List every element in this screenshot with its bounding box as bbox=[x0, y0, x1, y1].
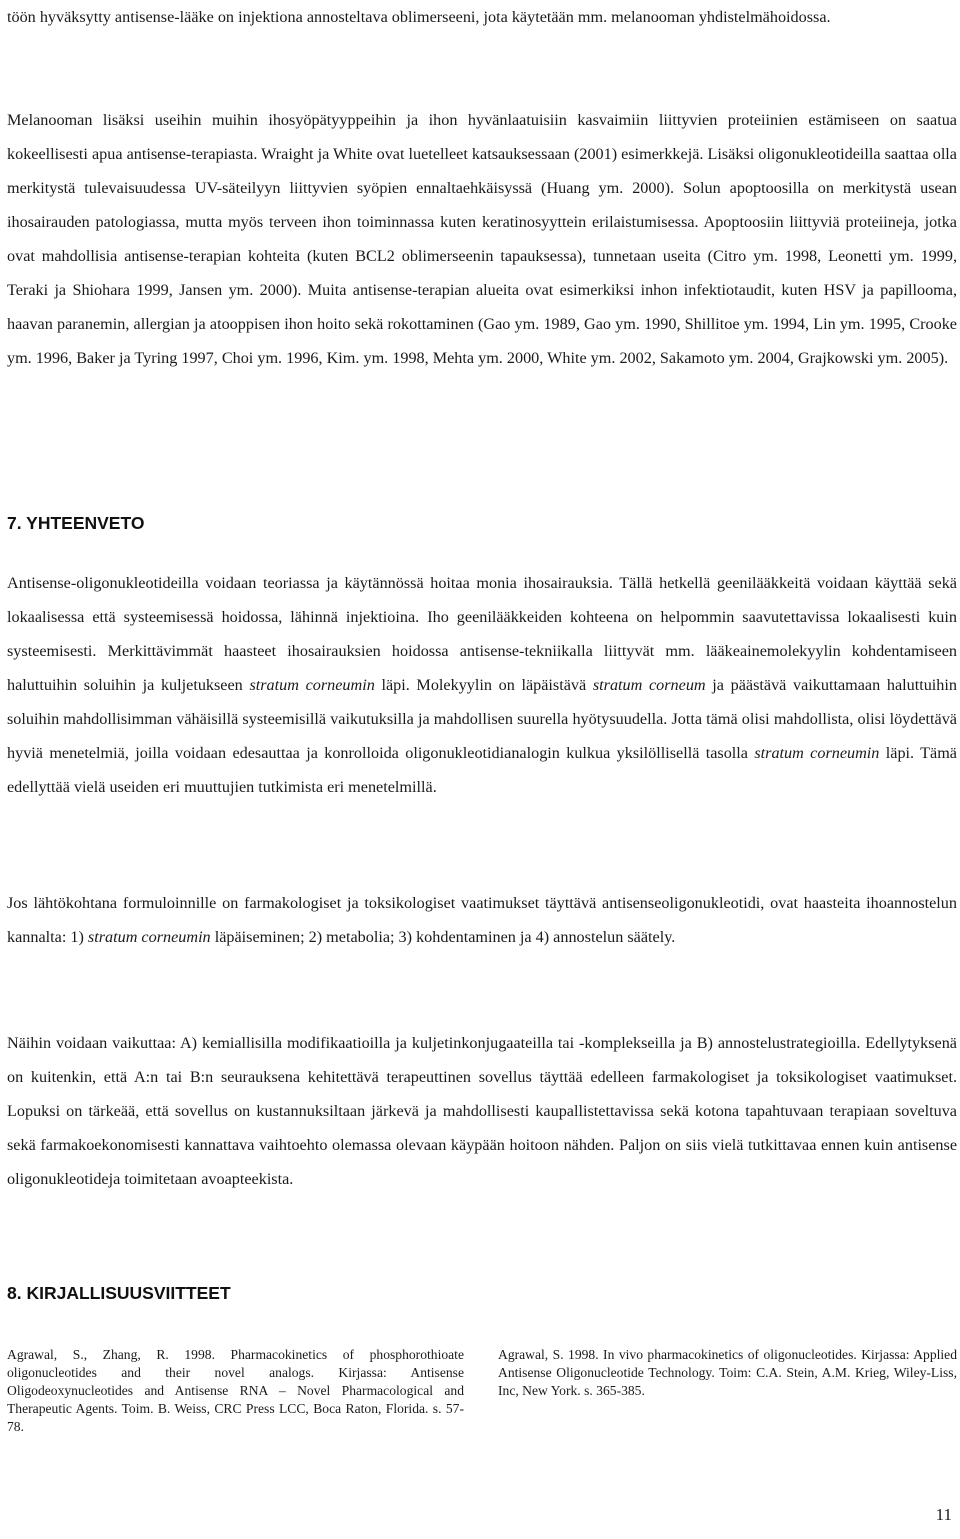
summary-italic-3: stratum corneumin bbox=[754, 744, 880, 762]
paragraph-melanoma: Melanooman lisäksi useihin muihin ihosyöpätyyppeihin ja ihon hyvänlaatuisiin kasvaimiin liittyvien proteiinien estämiseen on saatua kokeellisesti apua antisense-terapiasta. Wraight ja White ovat luetelleet katsauksessaan (2001) esimerkkejä. Lisäksi oligonukleotideilla saattaa olla merkitystä tulevaisuudessa UV-säteilyyn liittyvien syöpien ennaltaehkäisyssä (Huang ym. 2000). Solun apoptoosilla on merkitystä usean ihosairauden patologiassa, mutta myös terveen ihon toiminnassa kuten keratinosyyttein erilaistumisessa. Apoptoosiin liittyviä proteiineja, jotka ovat mahdollisia antisense-terapian kohteita (kuten BCL2 oblimerseenin tapauksessa), tunnetaan useita (Citro ym. 1998, Leonetti ym. 1999, Teraki ja Shiohara 1999, Jansen ym. 2000). Muita antisense-terapian alueita ovat esimerkiksi inhon infektiotaudit, kuten HSV ja papillooma, haavan paranemin, allergian ja atooppisen ihon hoito sekä rokottaminen (Gao ym. 1989, Gao ym. 1990, Shillitoe ym. 1994, Lin ym. 1995, Crooke ym. 1996, Baker ja Tyring 1997, Choi ym. 1996, Kim. ym. 1998, Mehta ym. 2000, White ym. 2002, Sakamoto ym. 2004, Grajkowski ym. 2005). bbox=[7, 111, 957, 367]
summary-text-d: läpi. Tämä edellyttää vielä useiden eri muuttujien tutkimista eri menetelmillä. bbox=[7, 744, 957, 796]
summary-italic-1: stratum corneumin bbox=[249, 676, 375, 694]
reference-left: Agrawal, S., Zhang, R. 1998. Pharmacokinetics of phosphorothioate oligonucleotides and their novel analogs. Kirjassa: Antisense Oligodeoxynucleotides and Antisense RNA – Novel Pharmacological and Therapeutic Agents. Toim. B. Weiss, CRC Press LCC, Boca Raton, Florida. s. 57-78. bbox=[7, 1347, 464, 1434]
paragraph-strategies: Näihin voidaan vaikuttaa: A) kemiallisilla modifikaatioilla ja kuljetinkonjugaateilla tai -komplekseilla ja B) annostelustrategioilla. Edellytyksenä on kuitenkin, että A:n tai B:n seurauksena kehitettävä terapeuttinen sovellus täyttää edelleen farmakologiset ja toksikologiset vaatimukset. Lopuksi on tärkeää, että sovellus on kustannuksiltaan järkevä ja mahdollisesti kaupallistettavissa sekä kotona tapahtuvaan terapiaan soveltuva sekä farmakoekonomisesti kannattava vaihtoehto olemassa olevaan käypään hoitoon nähden. Paljon on siis vielä tutkittavaa ennen kuin antisense oligonukleotideja toimitetaan avoapteekista. bbox=[7, 1034, 957, 1188]
paragraph-intro: töön hyväksytty antisense-lääke on injektiona annosteltava oblimerseeni, jota käytetään mm. melanooman yhdistelmähoidossa. bbox=[7, 8, 831, 26]
formulation-text-a: Jos lähtökohtana formuloinnille on farmakologiset ja toksikologiset vaatimukset täyttävä antisenseoligonukleotidi, ovat haasteita ihoannostelun kannalta: 1) bbox=[7, 894, 957, 946]
reference-right: Agrawal, S. 1998. In vivo pharmacokinetics of oligonucleotides. Kirjassa: Applied Antisense Oligonucleotide Technology. Toim: C.A. Stein, A.M. Krieg, Wiley-Liss, Inc, New York. s. 365-385. bbox=[498, 1347, 957, 1398]
page-number: 11 bbox=[935, 1505, 952, 1524]
paragraph-formulation bbox=[7, 886, 957, 954]
paragraph-summary bbox=[7, 566, 957, 804]
heading-summary: 7. YHTEENVETO bbox=[7, 513, 145, 533]
formulation-text-b: läpäiseminen; 2) metabolia; 3) kohdentaminen ja 4) annostelun säätely. bbox=[210, 928, 676, 946]
heading-references: 8. KIRJALLISUUSVIITTEET bbox=[7, 1283, 231, 1303]
summary-text-c: ja päästävä vaikuttamaan haluttuihin soluihin mahdollisimman vähäisillä systeemisillä vaikutuksilla ja mahdollisen suurella hyötysuudella. Jotta tämä olisi mahdollista, olisi löydettävä hyviä menetelmiä, joilla voidaan edesauttaa ja konrolloida oligonukleotidianalogin kulkua yksilöllisellä tasolla bbox=[7, 676, 957, 762]
formulation-italic-1: stratum corneumin bbox=[87, 928, 211, 946]
summary-text-b: läpi. Molekyylin on läpäistävä bbox=[374, 676, 593, 694]
summary-text-a: Antisense-oligonukleotideilla voidaan teoriassa ja käytännössä hoitaa monia ihosairauksia. Tällä hetkellä geenilääkkeitä voidaan käyttää sekä lokaalisessa että systeemisessä hoidossa, lähinnä injektioina. Iho geenilääkkeiden kohteena on helpommin saavutettavissa lokaalisesti kuin systeemisesti. Merkittävimmät haasteet ihosairauksien hoidossa antisense-tekniikalla liittyvät mm. lääkeainemolekyylin kohdentamiseen haluttuihin soluihin ja kuljetukseen bbox=[7, 574, 957, 694]
summary-italic-2: stratum corneum bbox=[592, 676, 706, 694]
